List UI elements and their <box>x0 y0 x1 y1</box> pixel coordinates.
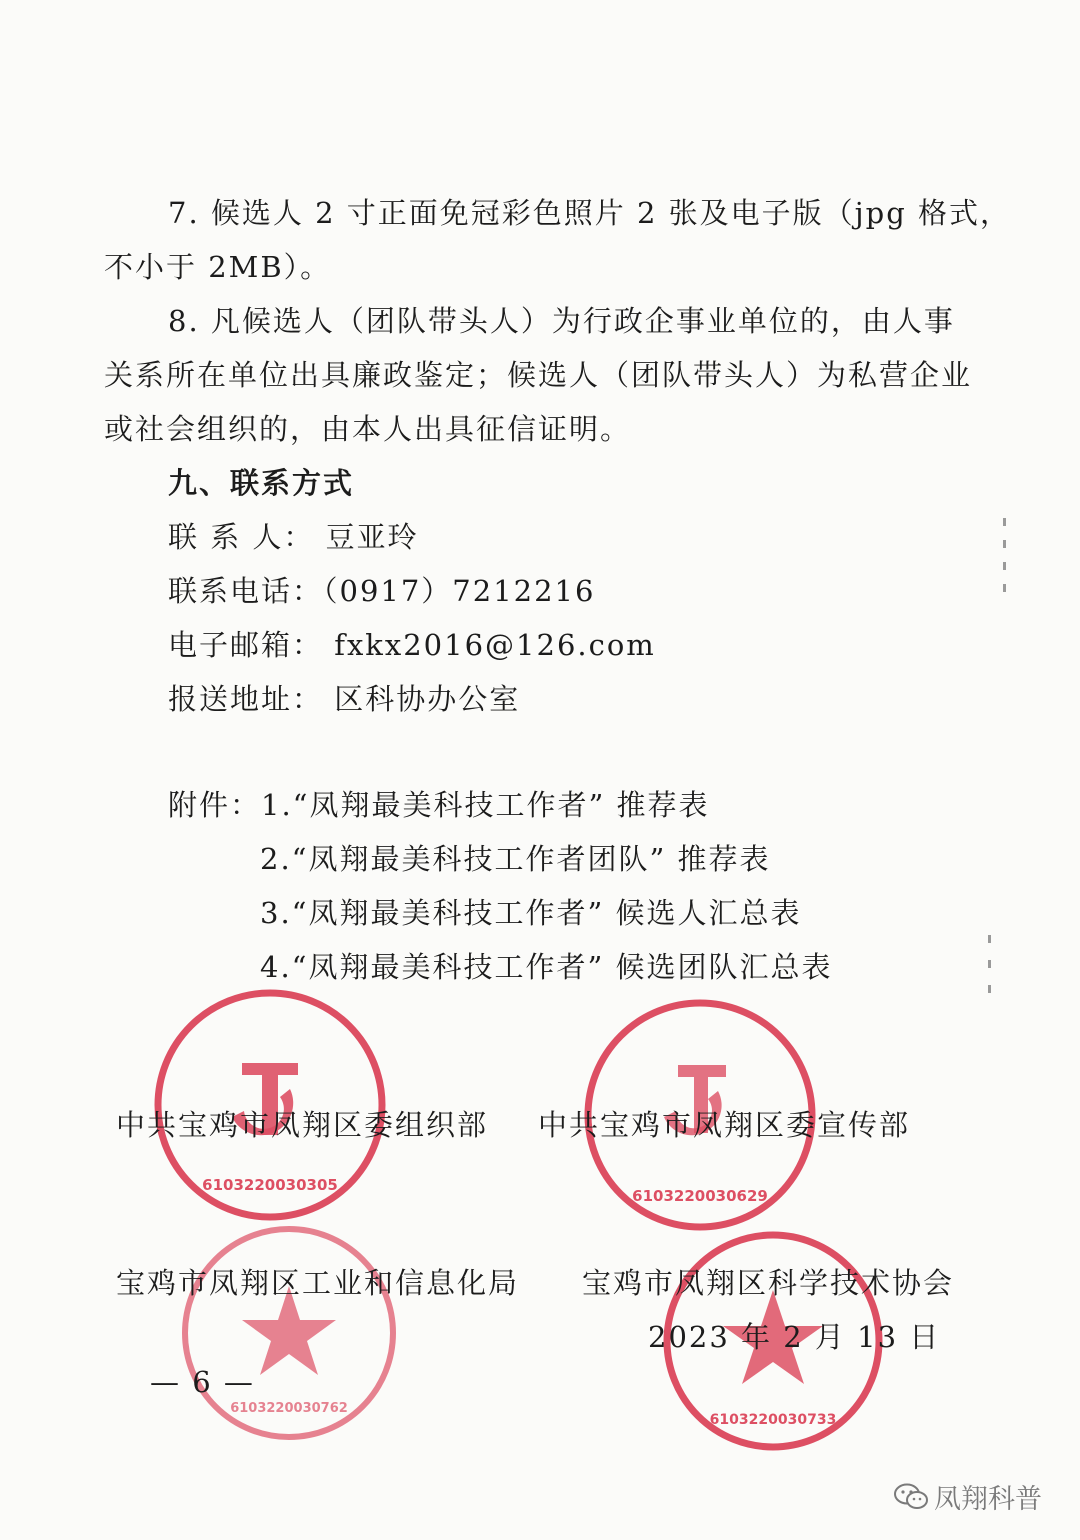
attachment-2: 2.“凤翔最美科技工作者团队” 推荐表 <box>260 842 771 876</box>
item-8-line-3: 或社会组织的，由本人出具征信证明。 <box>104 412 632 446</box>
contact-email: 电子邮箱： fxkx2016@126.com <box>168 628 656 662</box>
scan-mark <box>1003 540 1006 548</box>
seal-4-code: 6103220030733 <box>709 1412 837 1428</box>
signature-org-4: 宝鸡市凤翔区科学技术协会 <box>582 1266 955 1300</box>
scan-mark <box>1003 584 1006 592</box>
item-7-line-1: 7. 候选人 2 寸正面免冠彩色照片 2 张及电子版（jpg 格式， <box>168 196 1012 230</box>
watermark-text: 凤翔科普 <box>934 1484 1042 1515</box>
signature-org-2: 中共宝鸡市凤翔区委宣传部 <box>538 1108 911 1142</box>
item-8-line-2: 关系所在单位出具廉政鉴定；候选人（团队带头人）为私营企业 <box>104 358 973 392</box>
signature-date: 2023 年 2 月 13 日 <box>648 1320 941 1354</box>
item-8-line-1: 8. 凡候选人（团队带头人）为行政企事业单位的，由人事 <box>168 304 955 338</box>
item-7-line-2: 不小于 2MB）。 <box>104 250 332 284</box>
attachment-4: 4.“凤翔最美科技工作者” 候选团队汇总表 <box>260 950 833 984</box>
contact-person: 联 系 人： 豆亚玲 <box>168 520 419 554</box>
contact-phone: 联系电话：（0917）7212216 <box>168 574 596 608</box>
page-number: — 6 — <box>150 1365 255 1399</box>
scan-mark <box>988 985 991 993</box>
scan-mark <box>988 935 991 943</box>
contact-heading: 九、联系方式 <box>168 466 355 500</box>
seal-3-code: 6103220030762 <box>230 1401 348 1416</box>
seal-2-code: 6103220030629 <box>632 1187 768 1205</box>
wechat-icon <box>894 1483 928 1511</box>
watermark <box>894 1477 1042 1516</box>
signature-org-3: 宝鸡市凤翔区工业和信息化局 <box>116 1266 520 1300</box>
seal-1-code: 6103220030305 <box>202 1176 338 1194</box>
scan-mark <box>1003 562 1006 570</box>
signature-org-1: 中共宝鸡市凤翔区委组织部 <box>116 1108 489 1142</box>
attachment-3: 3.“凤翔最美科技工作者” 候选人汇总表 <box>260 896 802 930</box>
seal-industry-bureau <box>178 1222 400 1444</box>
attachment-1: 附件：1.“凤翔最美科技工作者” 推荐表 <box>168 788 710 822</box>
contact-address: 报送地址： 区科协办公室 <box>168 682 521 716</box>
scan-mark <box>1003 518 1006 526</box>
scan-mark <box>988 960 991 968</box>
